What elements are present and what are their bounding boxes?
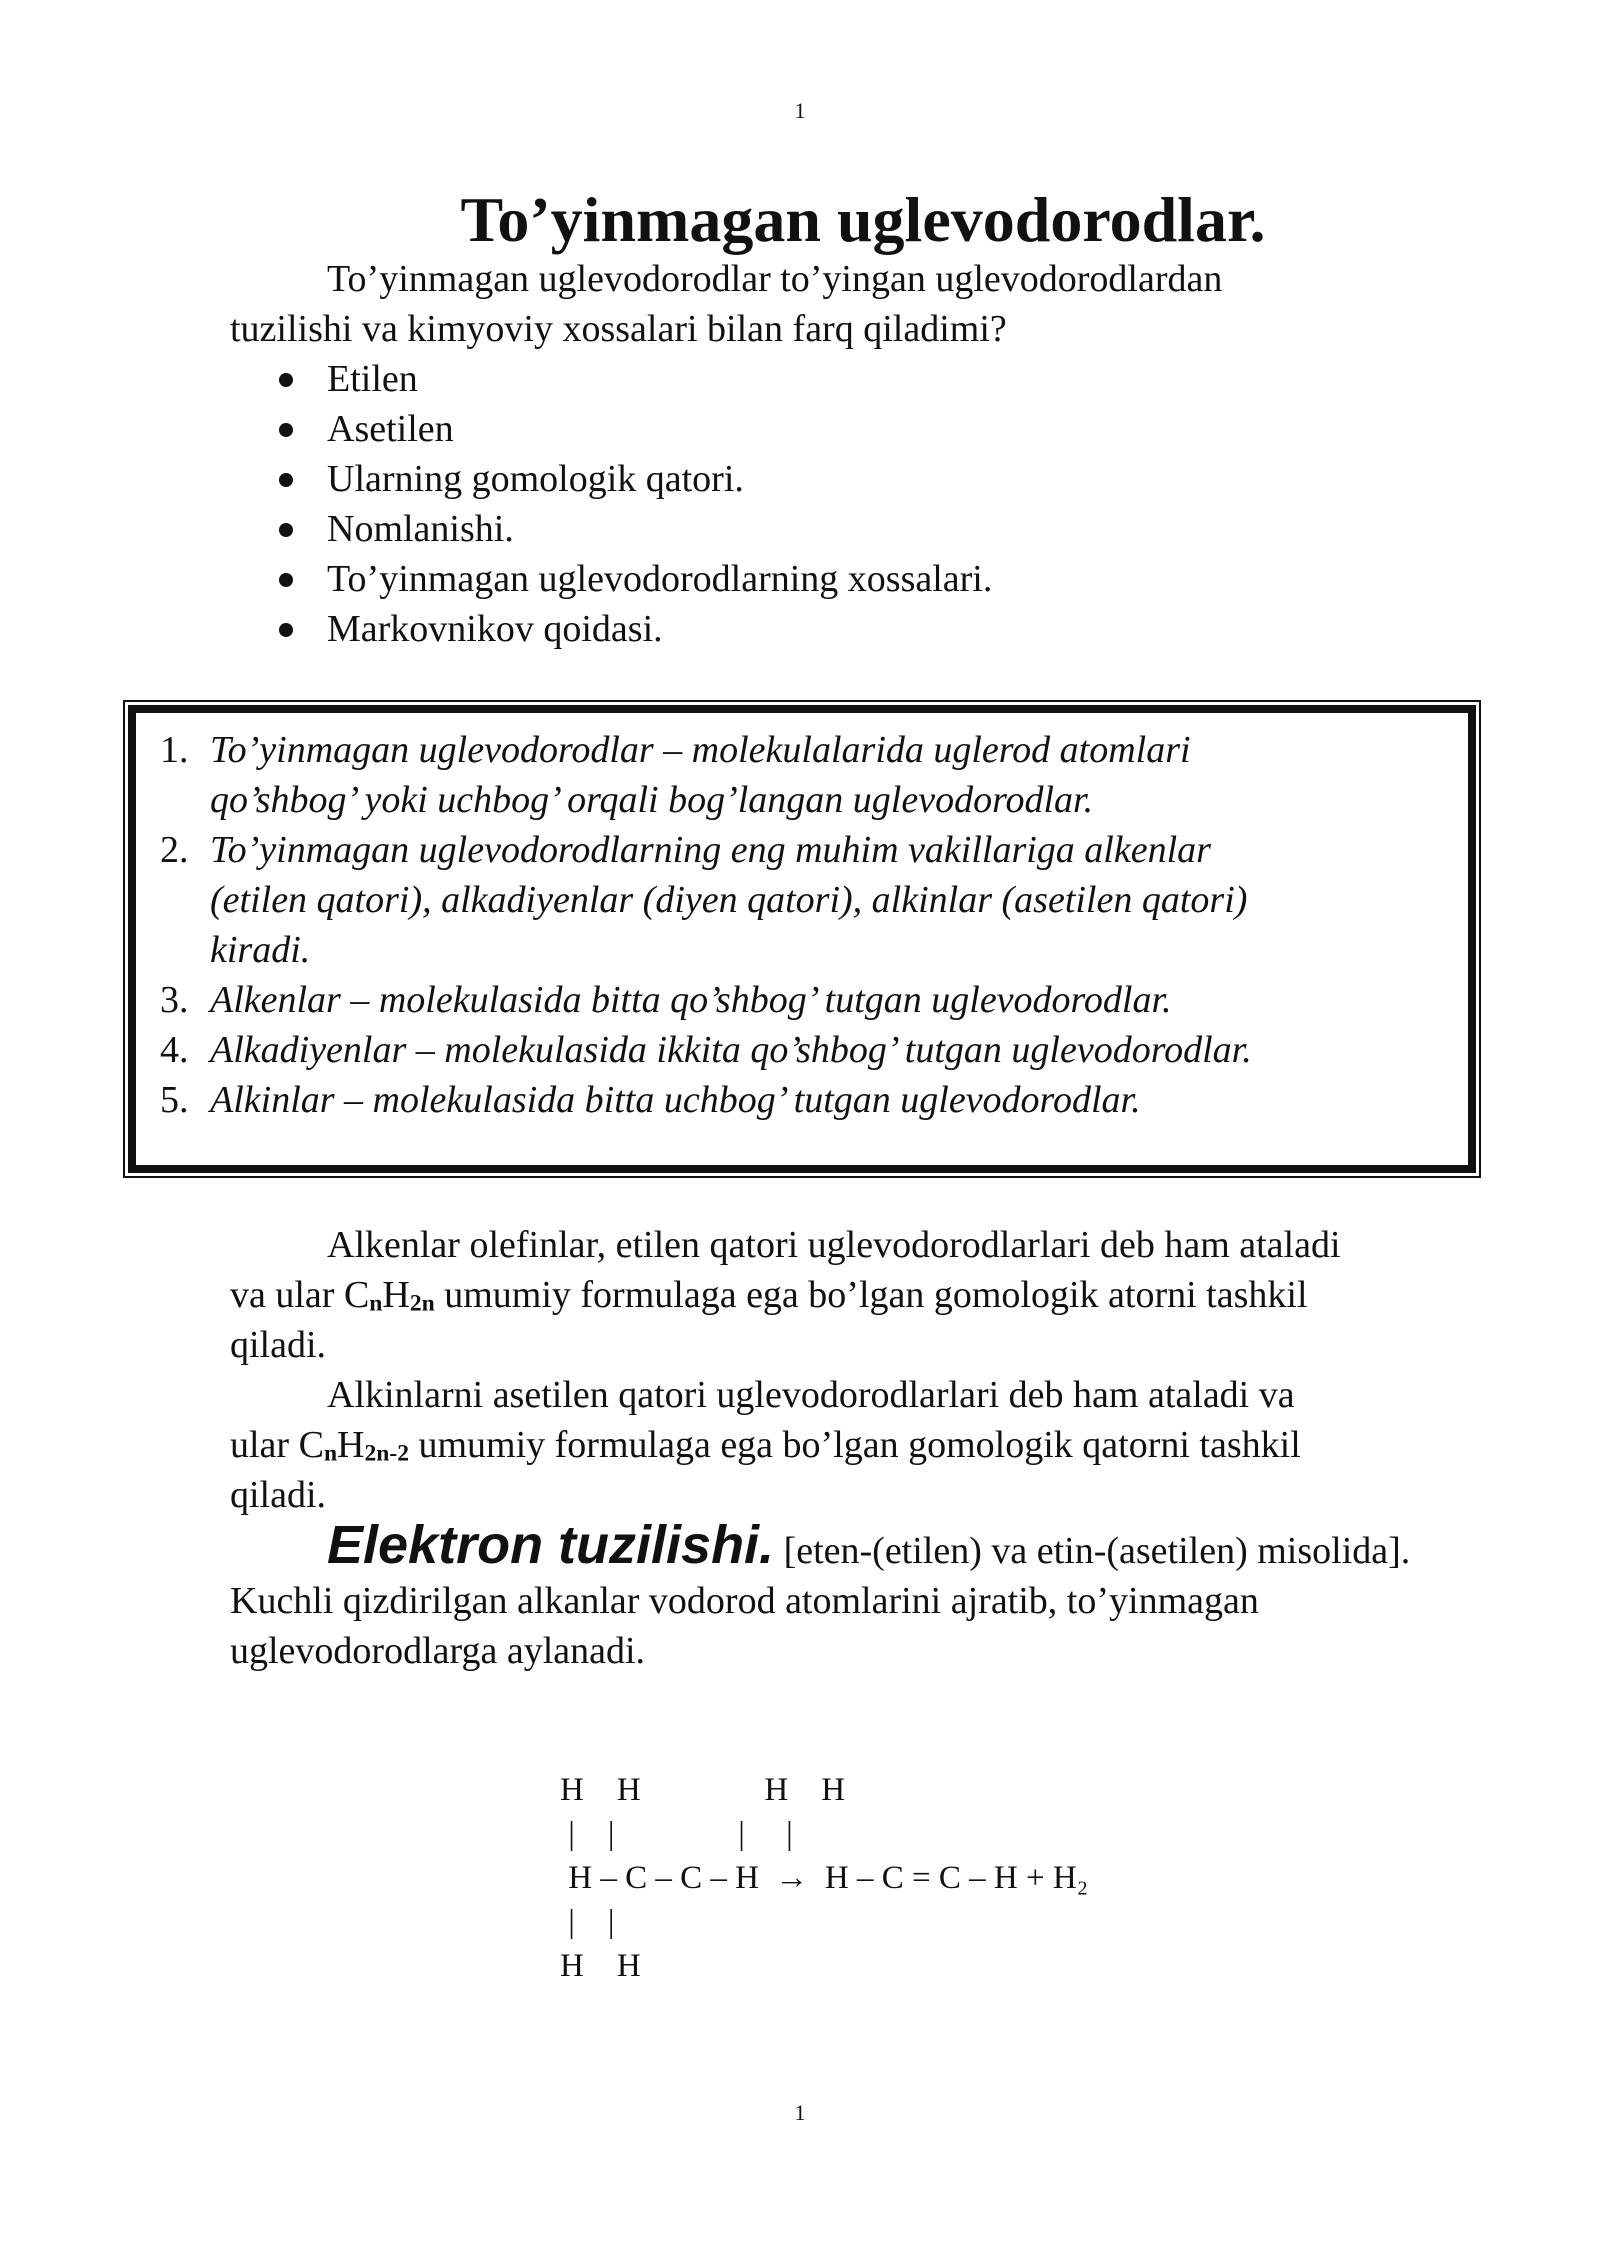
definition-line: qo’shbog’ yoki uchbog’ orqali bog’langan uglevodorodlar. [210, 779, 1094, 821]
bullet-text: To’yinmagan uglevodorodlarning xossalari. [327, 558, 993, 600]
reaction-row: | | | | [560, 1816, 793, 1852]
list-item [230, 504, 992, 554]
alkenes-line-3: qiladi. [230, 1324, 327, 1366]
definition-number: 5. [160, 1079, 189, 1121]
page-title: To’yinmagan uglevodorodlar. [460, 184, 1266, 255]
formula-subscript: n [369, 1290, 383, 1317]
reaction-equation [560, 1768, 1088, 1988]
definition-line: To’yinmagan uglevodorodlar – molekulalarida uglerod atomlari [210, 729, 1191, 771]
definition-line: kiradi. [210, 929, 311, 971]
reaction-row: | | [560, 1904, 615, 1940]
definition-item [160, 825, 1460, 975]
list-item [230, 604, 992, 654]
bullet-icon [279, 473, 293, 487]
bullet-text: Etilen [327, 358, 418, 400]
alkynes-line-2-pre: ular C [230, 1424, 324, 1466]
intro-line-1: To’yinmagan uglevodorodlar to’yingan uglevodorodlardan [327, 258, 1223, 300]
topic-bullet-list [230, 354, 992, 654]
alkynes-line-3: qiladi. [230, 1474, 327, 1516]
section-heading: Elektron tuzilishi. [327, 1515, 775, 1575]
bullet-icon [279, 373, 293, 387]
definition-number: 1. [160, 729, 189, 771]
reaction-row: H – C – C – H → H – C = C – H + H₂ [560, 1860, 1089, 1896]
intro-paragraph [230, 254, 1380, 354]
definition-number: 2. [160, 829, 189, 871]
list-item [230, 554, 992, 604]
bullet-icon [279, 523, 293, 537]
page-number-top: 1 [794, 98, 806, 123]
definition-line: To’yinmagan uglevodorodlarning eng muhim vakillariga alkenlar [210, 829, 1211, 871]
alkynes-paragraph [230, 1370, 1530, 1520]
definition-line: Alkenlar – molekulasida bitta qo’shbog’ tutgan uglevodorodlar. [210, 979, 1172, 1021]
definition-item [160, 1025, 1460, 1075]
formula-element: H [382, 1274, 410, 1316]
definition-item [160, 1075, 1460, 1125]
formula-subscript: 2n-2 [364, 1440, 409, 1467]
definition-item [160, 725, 1460, 825]
alkenes-line-2-post: umumiy formulaga ega bo’lgan gomologik atorni tashkil [434, 1274, 1308, 1316]
section-heading-note: [eten-(etilen) va etin-(asetilen) misolida]. [774, 1530, 1411, 1572]
bullet-text: Markovnikov qoidasi. [327, 608, 663, 650]
alkynes-line-1: Alkinlarni asetilen qatori uglevodorodlarlari deb ham ataladi va [327, 1374, 1295, 1416]
formula-element: H [337, 1424, 365, 1466]
intro-line-2: tuzilishi va kimyoviy xossalari bilan farq qiladimi? [230, 308, 1007, 350]
definitions-box [128, 705, 1476, 1173]
reaction-row: H H [560, 1948, 641, 1984]
definition-line: Alkadiyenlar – molekulasida ikkita qo’shbog’ tutgan uglevodorodlar. [210, 1029, 1252, 1071]
bullet-icon [279, 573, 293, 587]
formula-subscript: n [323, 1440, 338, 1467]
list-item [230, 454, 992, 504]
alkenes-paragraph [230, 1220, 1530, 1370]
page-number-bottom: 1 [794, 2100, 806, 2125]
bullet-text: Nomlanishi. [327, 508, 514, 550]
electron-line-3: uglevodorodlarga aylanadi. [230, 1630, 646, 1672]
alkynes-line-2-post: umumiy formulaga ega bo’lgan gomologik qatorni tashkil [408, 1424, 1301, 1466]
bullet-text: Asetilen [327, 408, 454, 450]
definition-item [160, 975, 1460, 1025]
bullet-icon [279, 623, 293, 637]
definition-number: 4. [160, 1029, 189, 1071]
formula-subscript: 2n [409, 1290, 435, 1317]
alkenes-line-1: Alkenlar olefinlar, etilen qatori uglevodorodlarlari deb ham ataladi [327, 1224, 1341, 1266]
alkenes-line-2-pre: va ular C [230, 1274, 370, 1316]
definition-number: 3. [160, 979, 189, 1021]
bullet-icon [279, 423, 293, 437]
definition-line: Alkinlar – molekulasida bitta uchbog’ tutgan uglevodorodlar. [210, 1079, 1141, 1121]
electron-line-2: Kuchli qizdirilgan alkanlar vodorod atomlarini ajratib, to’yinmagan [230, 1580, 1259, 1622]
list-item [230, 354, 992, 404]
definitions-list [160, 725, 1460, 1125]
list-item [230, 404, 992, 454]
reaction-row: H H H H [560, 1772, 846, 1808]
definition-line: (etilen qatori), alkadiyenlar (diyen qatori), alkinlar (asetilen qatori) [210, 879, 1248, 921]
bullet-text: Ularning gomologik qatori. [327, 458, 744, 500]
electron-structure-paragraph [230, 1515, 1530, 1676]
